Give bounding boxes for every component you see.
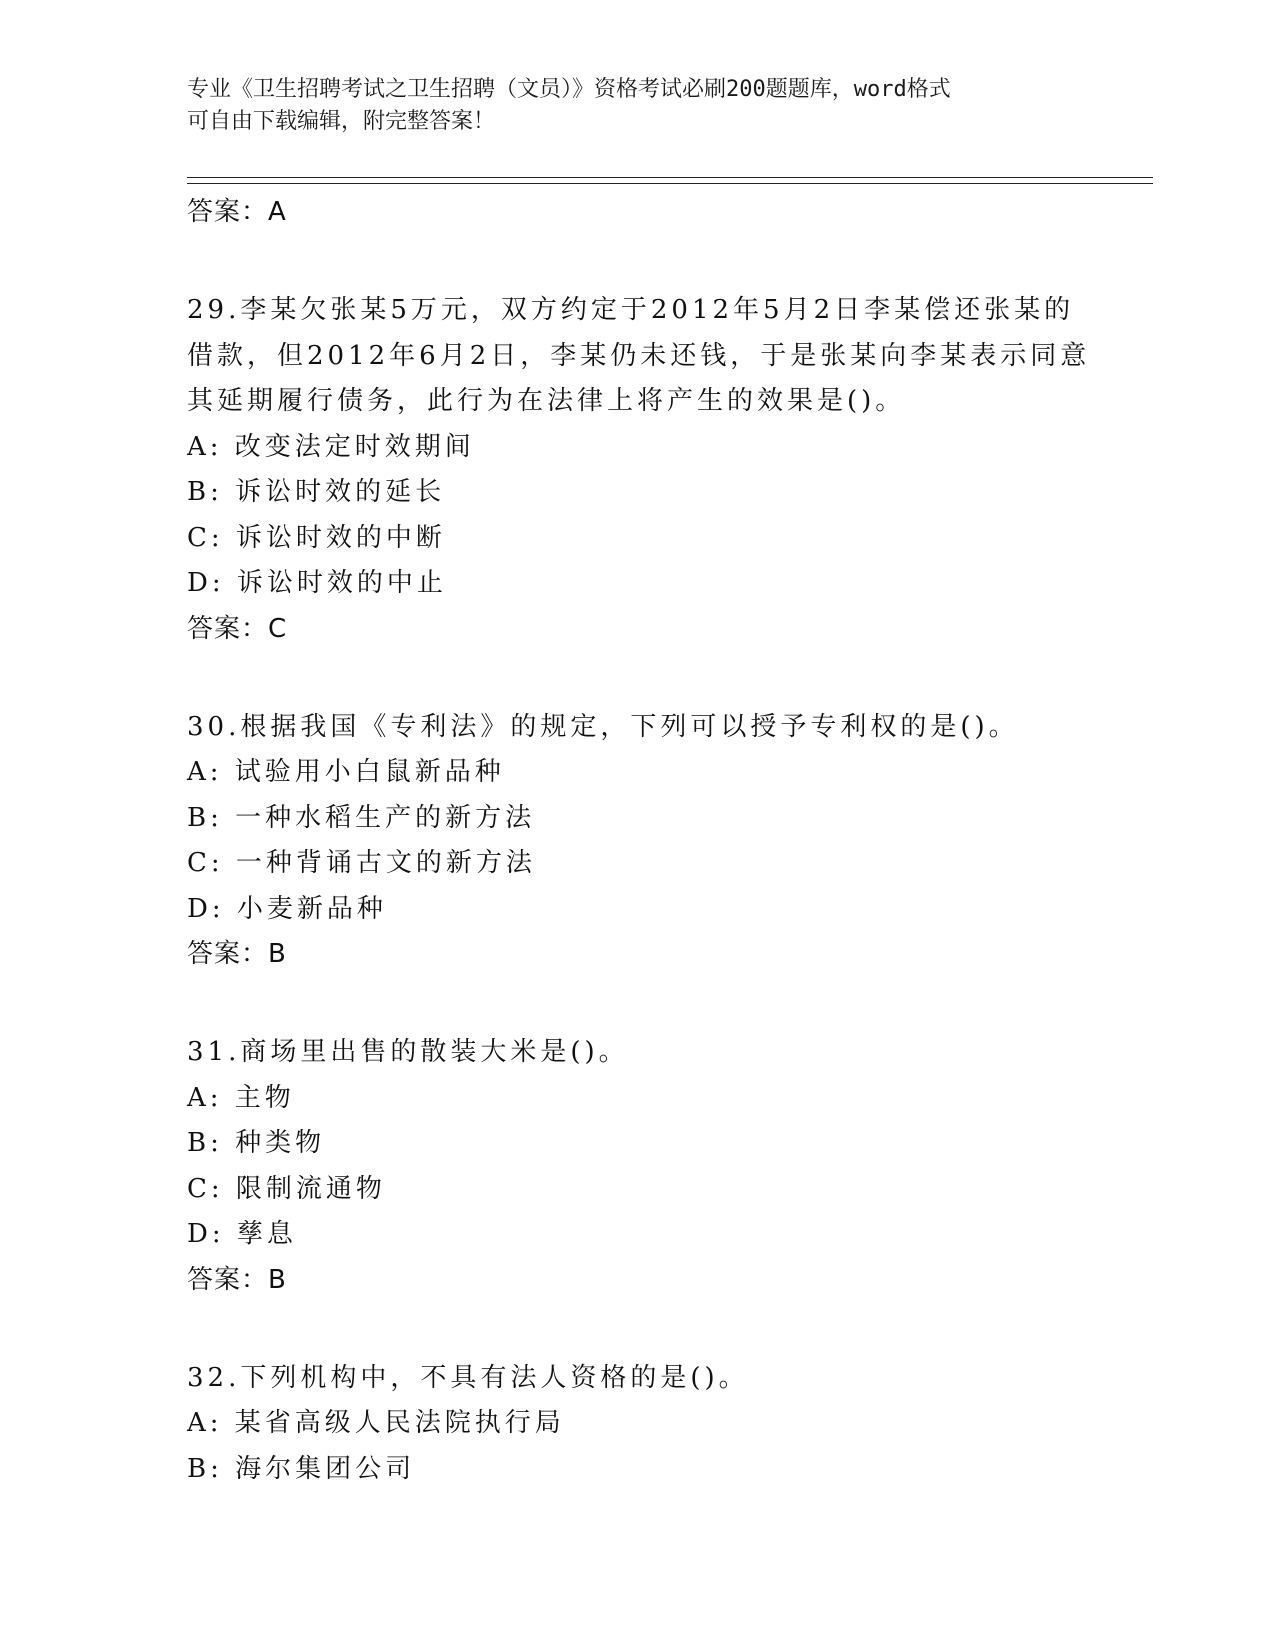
question-text-line: 31.商场里出售的散装大米是()。 [187, 1037, 629, 1067]
header-divider-top [187, 177, 1153, 178]
answer-line: 答案：C [187, 613, 288, 644]
answer-line: 答案：B [187, 1264, 287, 1295]
document-header [187, 74, 1067, 138]
option-d: D: 诉讼时效的中止 [187, 568, 447, 598]
header-line-2: 可自由下载编辑，附完整答案！ [187, 109, 496, 134]
question-30 [187, 705, 1087, 978]
header-divider-bottom [187, 183, 1153, 184]
option-a: A: 主物 [187, 1082, 295, 1113]
question-29 [187, 288, 1091, 652]
answer-line: 答案：B [187, 939, 287, 969]
option-a: A: 某省高级人民法院执行局 [187, 1408, 565, 1438]
question-31 [187, 1030, 1087, 1303]
answer-line: 答案：A [187, 197, 287, 227]
question-text-line: 29.李某欠张某5万元，双方约定于2012年5月2日李某偿还张某的 [187, 295, 1075, 325]
option-c: C: 诉讼时效的中断 [187, 522, 446, 553]
header-line-1: 专业《卫生招聘考试之卫生招聘（文员）》资格考试必刷200题题库，word格式 [187, 77, 951, 102]
option-d: D: 孳息 [187, 1219, 297, 1249]
question-text-line: 其延期履行债务，此行为在法律上将产生的效果是()。 [187, 386, 906, 416]
option-c: C: 限制流通物 [187, 1173, 386, 1204]
option-a: A: 试验用小白鼠新品种 [187, 757, 505, 787]
question-text-line: 32.下列机构中，不具有法人资格的是()。 [187, 1362, 749, 1393]
option-b: B: 诉讼时效的延长 [187, 477, 446, 507]
question-text-line: 借款，但2012年6月2日，李某仍未还钱，于是张某向李某表示同意 [187, 340, 1091, 371]
option-d: D: 小麦新品种 [187, 893, 387, 924]
option-b: B: 种类物 [187, 1128, 326, 1158]
option-b: B: 一种水稻生产的新方法 [187, 802, 536, 833]
option-a: A: 改变法定时效期间 [187, 431, 475, 462]
question-32 [187, 1356, 1087, 1493]
option-c: C: 一种背诵古文的新方法 [187, 848, 536, 878]
question-list [187, 190, 1091, 1492]
option-b: B: 海尔集团公司 [187, 1453, 416, 1484]
question-text-line: 30.根据我国《专利法》的规定，下列可以授予专利权的是()。 [187, 711, 1019, 742]
